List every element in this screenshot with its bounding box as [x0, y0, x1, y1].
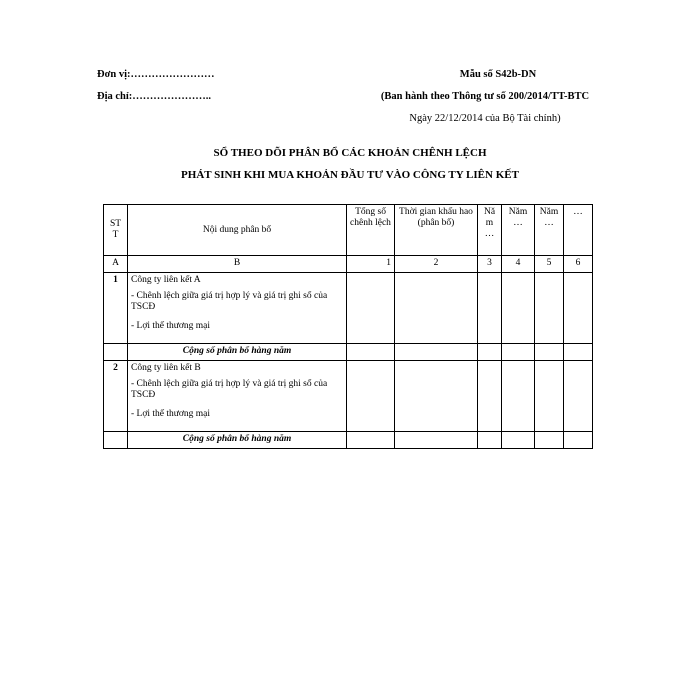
empty-cell	[535, 432, 564, 449]
issued-date: Ngày 22/12/2014 của Bộ Tài chính)	[409, 113, 561, 124]
table-row	[104, 273, 593, 344]
header-year-1: Nă m …	[478, 205, 502, 256]
empty-cell	[478, 361, 502, 432]
empty-cell	[535, 344, 564, 361]
header-right	[370, 64, 600, 130]
empty-cell	[347, 432, 395, 449]
empty-cell	[347, 344, 395, 361]
header-period: Thời gian khấu hao (phân bổ)	[395, 205, 478, 256]
empty-cell	[478, 432, 502, 449]
empty-cell	[478, 344, 502, 361]
index-cell: B	[128, 256, 347, 273]
title-line-2: PHÁT SINH KHI MUA KHOẢN ĐẦU TƯ VÀO CÔNG TY LIÊN KẾT	[181, 169, 519, 181]
issued-by: (Ban hành theo Thông tư số 200/2014/TT-BTC	[380, 91, 590, 102]
empty-cell	[395, 432, 478, 449]
empty-cell	[395, 344, 478, 361]
header-total: Tổng số chênh lệch	[347, 205, 395, 256]
document-title	[100, 142, 600, 186]
row-content	[128, 273, 347, 344]
fair-value-difference: - Chênh lệch giữa giá trị hợp lý và giá trị ghi sổ của TSCĐ	[131, 291, 328, 312]
row-content	[128, 361, 347, 432]
empty-cell	[564, 361, 593, 432]
empty-cell	[502, 361, 535, 432]
empty-cell	[104, 432, 128, 449]
empty-cell	[502, 344, 535, 361]
empty-cell	[502, 273, 535, 344]
empty-cell	[395, 361, 478, 432]
index-cell: 2	[395, 256, 478, 273]
header-left	[97, 64, 215, 108]
empty-cell	[478, 273, 502, 344]
row-stt: 2	[104, 361, 128, 432]
header-stt: ST T	[104, 205, 128, 256]
index-cell: A	[104, 256, 128, 273]
index-cell: 6	[564, 256, 593, 273]
form-number: Mẫu số S42b-DN	[459, 69, 537, 80]
empty-cell	[564, 344, 593, 361]
header-row	[104, 205, 593, 256]
header-year-3: Năm …	[535, 205, 564, 256]
index-cell: 4	[502, 256, 535, 273]
row-stt: 1	[104, 273, 128, 344]
index-cell: 3	[478, 256, 502, 273]
empty-cell	[347, 273, 395, 344]
unit-label: Đơn vị:……………………	[97, 69, 215, 80]
empty-cell	[535, 361, 564, 432]
empty-cell	[564, 432, 593, 449]
goodwill: - Lợi thế thương mại	[131, 321, 211, 331]
index-cell: 5	[535, 256, 564, 273]
empty-cell	[502, 432, 535, 449]
empty-cell	[104, 344, 128, 361]
company-name: Công ty liên kết A	[131, 275, 201, 285]
allocation-table	[103, 204, 593, 449]
header-year-2: Năm …	[502, 205, 535, 256]
header-content: Nội dung phân bổ	[128, 205, 347, 256]
total-label: Cộng số phân bổ hàng năm	[128, 344, 347, 361]
title-line-1: SỔ THEO DÕI PHÂN BỔ CÁC KHOẢN CHÊNH LỆCH	[213, 147, 487, 159]
empty-cell	[564, 273, 593, 344]
index-cell: 1	[347, 256, 395, 273]
fair-value-difference: - Chênh lệch giữa giá trị hợp lý và giá trị ghi sổ của TSCĐ	[131, 379, 328, 400]
address-label: Địa chỉ:…………………..	[97, 91, 212, 102]
empty-cell	[395, 273, 478, 344]
index-row	[104, 256, 593, 273]
total-row	[104, 432, 593, 449]
empty-cell	[535, 273, 564, 344]
goodwill: - Lợi thế thương mại	[131, 409, 211, 419]
header-more: …	[564, 205, 593, 256]
empty-cell	[347, 361, 395, 432]
total-row	[104, 344, 593, 361]
company-name: Công ty liên kết B	[131, 363, 201, 373]
table-row	[104, 361, 593, 432]
total-label: Cộng số phân bổ hàng năm	[128, 432, 347, 449]
